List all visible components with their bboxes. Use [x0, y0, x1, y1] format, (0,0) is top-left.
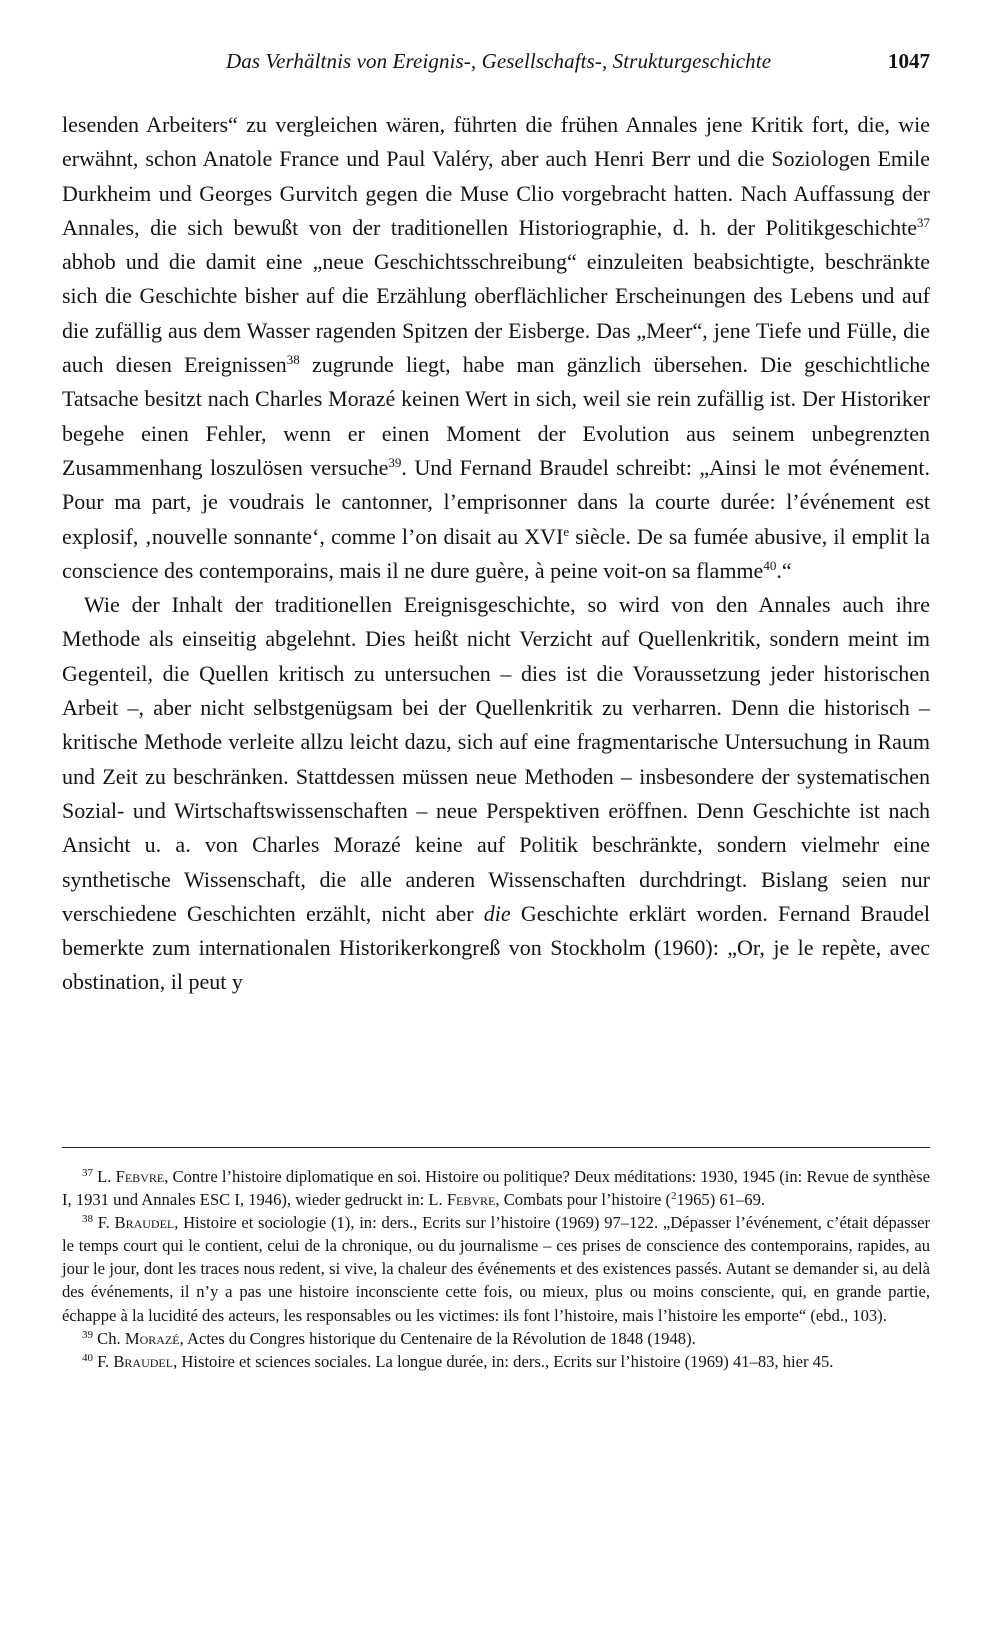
footnote [62, 1327, 930, 1350]
text-run: , Histoire et sociologie (1), in: ders., Ecrits sur l’histoire (1969) 97–122. „Dépasser l’événement, c’était dépasser le temps court qui le contient, celui de la chronique, ou du journalisme – ces prises de conscience des contemporains, rapides, au jour le jour, dont les traces nous redent, si vive, la chaleur des événements et des existences passés. Autant se demander si, au delà des événements, il n’y a pas une histoire inconsciente cette fois, ou mieux, plus ou moins consciente, qui, en grande partie, échappe à la lucidité des acteurs, les responsables ou les victimes: ils font l’histoire, mais l’histoire les emporte“ (ebd., 103). [62, 1213, 930, 1325]
author-name: Braudel [114, 1213, 175, 1233]
text-run: . Und Fernand Braudel schreibt: „Ainsi le mot événement. Pour ma part, je voudrais le cantonner, l’emprisonner dans la courte durée: l’événement est explosif, ‚nouvelle sonnante‘, comme l’on disait au XVI [62, 454, 930, 549]
superscript: 2 [671, 1190, 677, 1203]
emphasis: die [483, 900, 511, 926]
running-head [62, 46, 930, 78]
footnote-number: 40 [82, 1351, 93, 1364]
footnote [62, 1211, 930, 1326]
footnote-number: 38 [82, 1213, 93, 1226]
author-name: Braudel [113, 1351, 174, 1371]
page [62, 0, 930, 1635]
footnote [62, 1350, 930, 1373]
body-text [62, 108, 930, 1000]
running-title: Das Verhältnis von Ereignis-, Gesellschafts-, Strukturgeschichte [226, 49, 772, 73]
paragraph [62, 588, 930, 1000]
text-run: F. [97, 1213, 115, 1233]
text-run: Wie der Inhalt der traditionellen Ereignisgeschichte, so wird von den Annales auch ihre Methode als einseitig abgelehnt. Dies heißt nicht Verzicht auf Quellenkritik, sondern meint im Gegenteil, die Quellen kritisch zu untersuchen – dies ist die Voraussetzung jeder historischen Arbeit –, aber nicht selbstgenügsam bei der Quellenkritik zu verharren. Denn die historisch – kritische Methode verleite allzu leicht dazu, sich auf eine fragmentarische Untersuchung in Raum und Zeit zu beschränken. Stattdessen müssen neue Methoden – insbesondere der systematischen Sozial- und Wirtschaftswissenschaften – neue Perspektiven eröffnen. Denn Geschichte ist nach Ansicht u. a. von Charles Morazé keine auf Politik beschränkte, sondern vielmehr eine synthetische Wissenschaft, die alle anderen Wissenschaften durchdringt. Bislang seien nur verschiedene Geschichten erzählt, nicht aber [62, 592, 930, 926]
author-name: Morazé [124, 1328, 180, 1348]
superscript: e [563, 523, 570, 539]
text-run: , Contre l’histoire diplomatique en soi. Histoire ou politique? Deux méditations: 1930, 1945 (in: Revue de synthèse I, 1931 und Annales ESC I, 1946), wieder gedruckt in: L. [62, 1167, 930, 1210]
text-run: Ch. [97, 1328, 125, 1348]
text-run: lesenden Arbeiters“ zu vergleichen wären, führten die frühen Annales jene Kritik fort, die, wie erwähnt, schon Anatole France und Paul Valéry, aber auch Henri Berr und die Soziologen Emile Durkheim und Georges Gurvitch gegen die Muse Clio vorgebracht hatten. Nach Auffassung der Annales, die sich bewußt von der traditionellen Historiographie, d. h. der Politikgeschichte [62, 112, 930, 240]
footnote [62, 1165, 930, 1211]
superscript: 38 [286, 352, 300, 368]
superscript: 39 [388, 454, 402, 470]
text-run: .“ [776, 557, 792, 583]
text-run: 1965) 61–69. [676, 1190, 766, 1210]
page-number: 1047 [888, 49, 930, 73]
footnotes [62, 1165, 930, 1373]
text-run: , Combats pour l’histoire ( [495, 1190, 672, 1210]
footnote-number: 37 [82, 1167, 93, 1179]
text-run: Geschichte erklärt worden. Fernand Braudel bemerkte zum internationalen Historikerkongreß von Stockholm (1960): „Or, je le repète, avec obstination, il peut y [62, 900, 930, 995]
author-name: Febvre [446, 1190, 496, 1210]
text-run: L. [97, 1167, 116, 1186]
text-run: , Histoire et sciences sociales. La longue durée, in: ders., Ecrits sur l’histoire (1969) 41–83, hier 45. [173, 1351, 834, 1371]
text-run: , Actes du Congres historique du Centenaire de la Révolution de 1848 (1948). [179, 1328, 696, 1348]
footnote-divider [62, 1147, 930, 1148]
text-run: zugrunde liegt, habe man gänzlich übersehen. Die geschichtliche Tatsache besitzt nach Charles Morazé keinen Wert in sich, weil sie rein zufällig ist. Der Historiker begehe einen Fehler, wenn er einen Moment der Evolution aus seinem unbegrenzten Zusammenhang loszulösen versuche [62, 352, 930, 480]
text-run: abhob und die damit eine „neue Geschichtsschreibung“ einzuleiten beabsichtigte, beschränkte sich die Geschichte bisher auf die Erzählung oberflächlicher Erscheinungen des Lebens und auf die zufällig aus dem Wasser ragenden Spitzen der Eisberge. Das „Meer“, jene Tiefe und Fülle, die auch diesen Ereignissen [62, 249, 930, 378]
paragraph [62, 108, 930, 588]
text-run: F. [97, 1351, 114, 1371]
text-run: siècle. De sa fumée abusive, il emplit la conscience des contemporains, mais il ne dure guère, à peine voit-on sa flamme [62, 523, 930, 583]
author-name: Febvre [115, 1167, 165, 1186]
superscript: 37 [917, 214, 930, 230]
footnote-number: 39 [82, 1328, 93, 1341]
superscript: 40 [763, 557, 777, 573]
